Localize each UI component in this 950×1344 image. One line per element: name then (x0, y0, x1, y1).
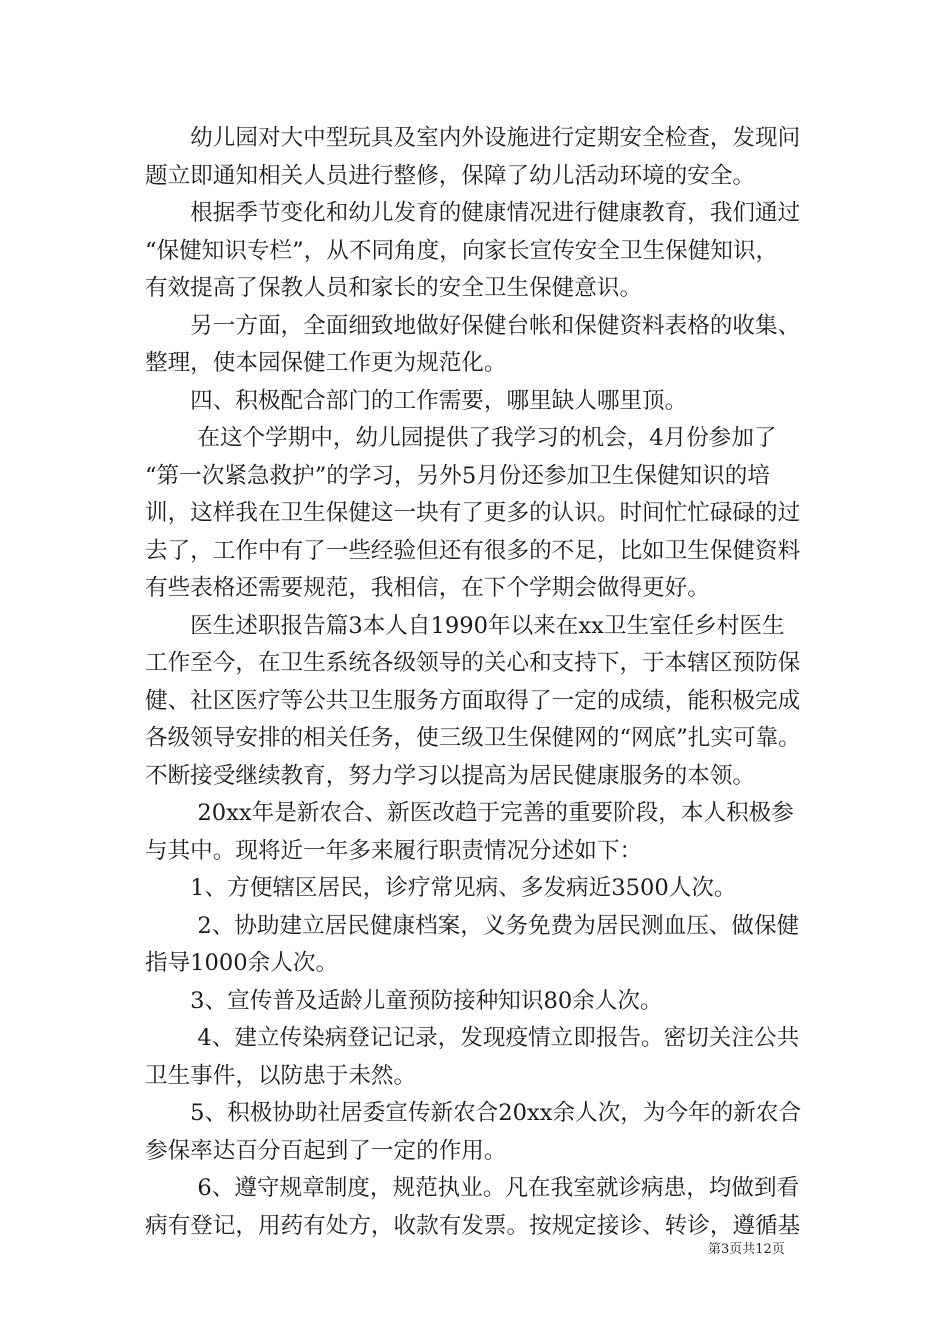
text-line: 2、协助建立居民健康档案，义务免费为居民测血压、做保健 (145, 912, 800, 939)
text-line: 5、积极协助社居委宣传新农合20xx余人次，为今年的新农合 (145, 1100, 802, 1126)
text-line: 去了，工作中有了一些经验但还有很多的不足，比如卫生保健资料 (145, 537, 801, 564)
text-line: 有些表格还需要规范，我相信，在下个学期会做得更好。 (145, 575, 710, 601)
text-line: 6、遵守规章制度，规范执业。凡在我室就诊病患，均做到看 (145, 1175, 800, 1201)
text-line: 参保率达百分百起到了一定的作用。 (145, 1137, 507, 1164)
text-line: 医生述职报告篇3本人自1990年以来在xx卫生室任乡村医生 (145, 612, 785, 639)
text-line: 四、积极配合部门的工作需要，哪里缺人哪里顶。 (145, 387, 688, 414)
text-line: 各级领导安排的相关任务，使三级卫生保健网的“网底”扎实可靠。 (145, 725, 801, 751)
text-line: 病有登记，用药有处方，收款有发票。按规定接诊、转诊，遵循基 (145, 1212, 801, 1239)
text-line: 4、建立传染病登记记录，发现疫情立即报告。密切关注公共 (145, 1025, 800, 1051)
text-line: 整理，使本园保健工作更为规范化。 (145, 350, 507, 376)
text-line: 1、方便辖区居民，诊疗常见病、多发病近3500人次。 (145, 875, 737, 901)
text-line: 卫生事件，以防患于未然。 (145, 1062, 417, 1089)
text-line: 20xx年是新农合、新医改趋于完善的重要阶段，本人积极参 (145, 800, 794, 826)
text-line: 根据季节变化和幼儿发育的健康情况进行健康教育，我们通过 (145, 200, 801, 226)
text-line: 3、宣传普及适龄儿童预防接种知识80余人次。 (145, 987, 663, 1014)
text-line: 在这个学期中，幼儿园提供了我学习的机会，4月份参加了 (145, 425, 777, 451)
text-line: “第一次紧急救护”的学习，另外5月份还参加卫生保健知识的培 (145, 462, 770, 489)
text-line: 工作至今，在卫生系统各级领导的关心和支持下，于本辖区预防保 (145, 650, 801, 676)
text-line: 指导1000余人次。 (145, 950, 339, 976)
text-line: 有效提高了保教人员和家长的安全卫生保健意识。 (145, 275, 643, 301)
text-line: 与其中。现将近一年多来履行职责情况分述如下： (145, 837, 643, 864)
text-line: “保健知识专栏”，从不同角度，向家长宣传安全卫生保健知识， (145, 237, 779, 264)
text-line: 训，这样我在卫生保健这一块有了更多的认识。时间忙忙碌碌的过 (145, 500, 801, 526)
page-number: 第3页共12页 (708, 1242, 785, 1257)
text-line: 另一方面，全面细致地做好保健台帐和保健资料表格的收集、 (145, 312, 801, 339)
text-line: 题立即通知相关人员进行整修，保障了幼儿活动环境的安全。 (145, 162, 756, 189)
text-line: 健、社区医疗等公共卫生服务方面取得了一定的成绩，能积极完成 (145, 687, 801, 714)
text-line: 不断接受继续教育，努力学习以提高为居民健康服务的本领。 (145, 762, 756, 789)
document-body (145, 120, 825, 1245)
text-line: 幼儿园对大中型玩具及室内外设施进行定期安全检查，发现问 (145, 125, 801, 151)
